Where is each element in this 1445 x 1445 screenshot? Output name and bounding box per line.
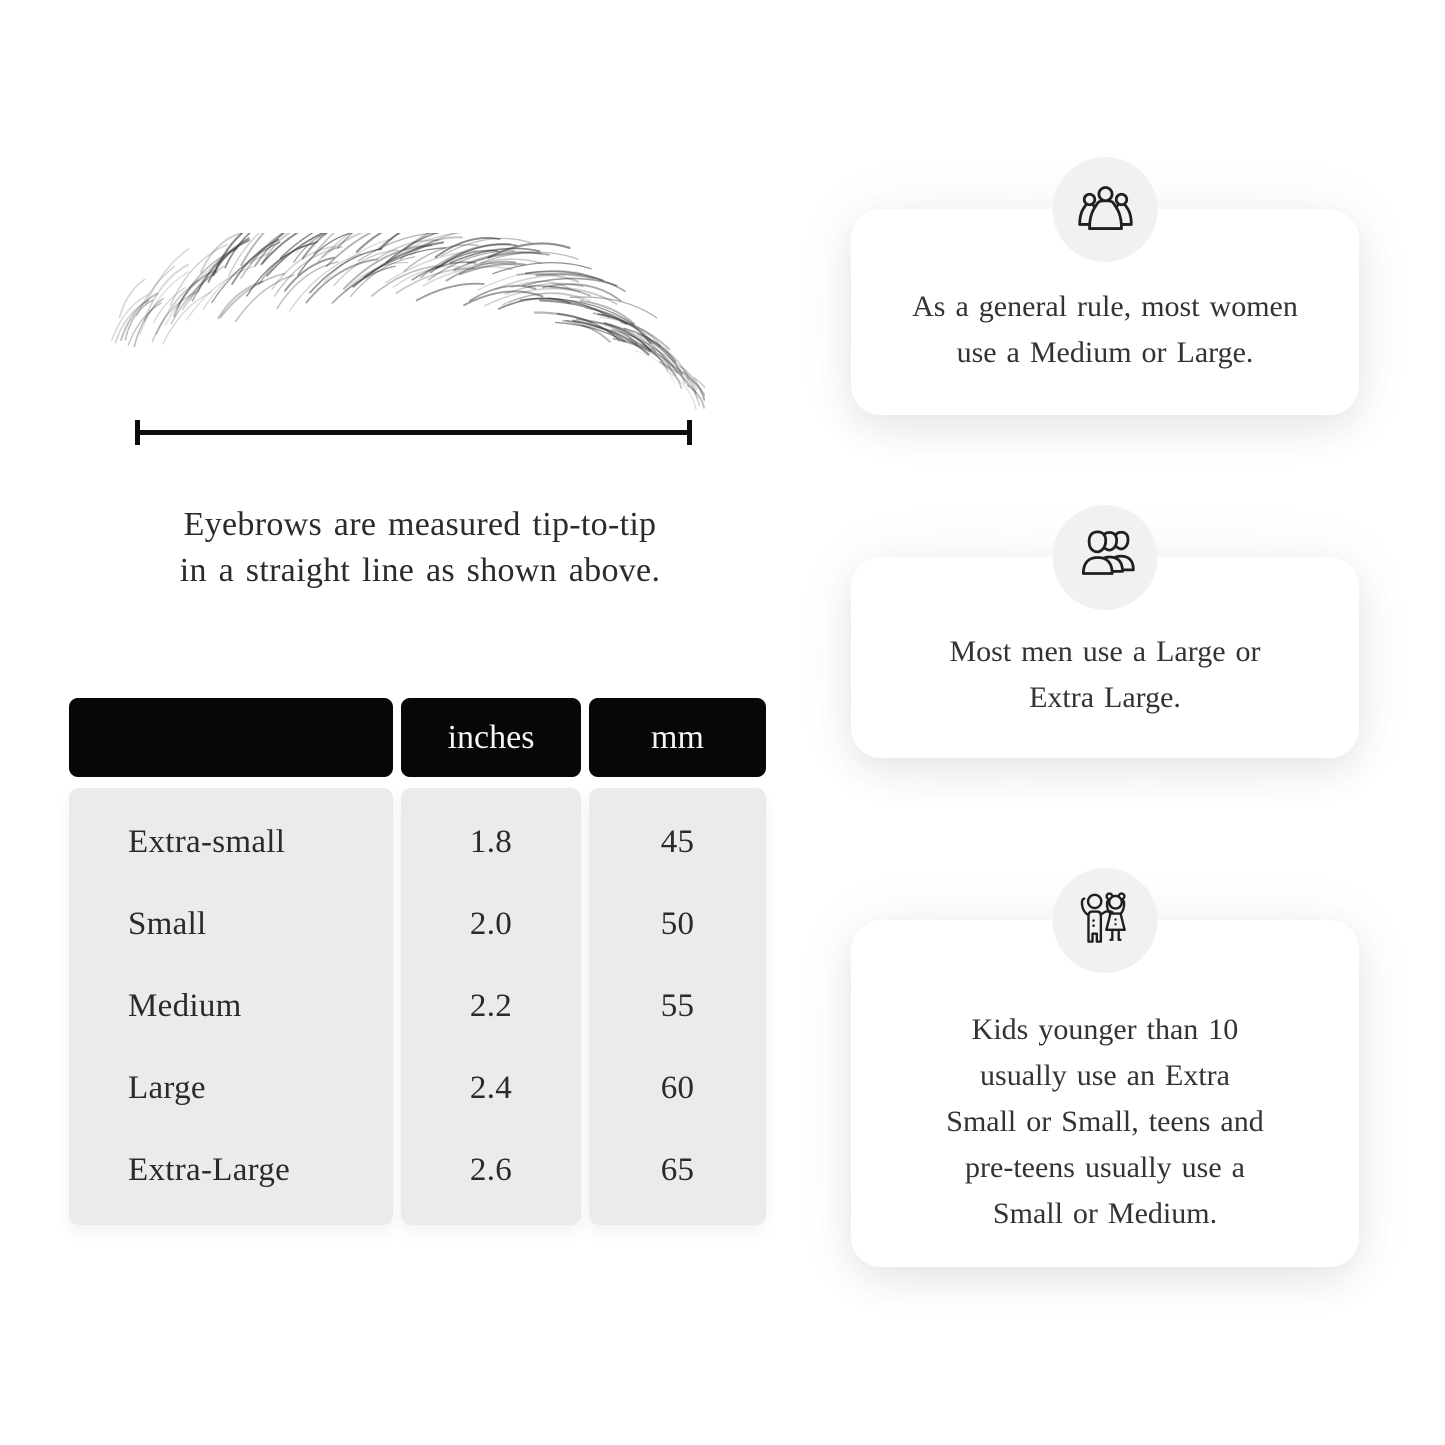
- measurement-endcap-right: [687, 420, 692, 445]
- table-cell-inches: 2.2: [469, 987, 513, 1024]
- card-text-line: Most men use a Large or: [949, 635, 1261, 668]
- table-cell-inches: 2.4: [469, 1069, 513, 1106]
- table-cell-mm: 45: [660, 824, 695, 861]
- size-table: [69, 698, 766, 1225]
- card-text-line: Small or Medium.: [992, 1196, 1218, 1230]
- table-row-label: Extra-small: [128, 824, 286, 861]
- table-row-label: Medium: [128, 987, 242, 1024]
- table-cell-inches: 1.8: [469, 824, 513, 861]
- table-cell-mm: 50: [660, 906, 695, 943]
- table-cell-mm: 60: [660, 1069, 695, 1106]
- measurement-endcap-left: [135, 420, 140, 445]
- kids-icon: [1072, 888, 1138, 954]
- info-card-kids: [851, 920, 1359, 1267]
- eyebrow-illustration: [105, 233, 705, 418]
- caption-line: in a straight line as shown above.: [179, 552, 661, 589]
- table-header-inches: inches: [401, 698, 581, 777]
- info-card-women: [851, 209, 1359, 415]
- table-column-mm: [589, 788, 766, 1225]
- table-column-inches: [401, 788, 581, 1225]
- card-text-line: usually use an Extra: [980, 1058, 1230, 1092]
- men-group-icon: [1072, 525, 1138, 591]
- table-header-mm: mm: [589, 698, 766, 777]
- table-column-labels: [69, 788, 393, 1225]
- icon-badge: [1053, 157, 1158, 262]
- info-card-men: [851, 557, 1359, 758]
- measurement-line: [137, 430, 690, 435]
- women-group-icon: [1072, 177, 1138, 243]
- caption-line: Eyebrows are measured tip-to-tip: [183, 506, 657, 543]
- card-text-line: Kids younger than 10: [971, 1012, 1239, 1046]
- icon-badge: [1053, 505, 1158, 610]
- card-text-line: pre-teens usually use a: [965, 1150, 1245, 1184]
- card-text-line: Small or Small, teens and: [946, 1104, 1264, 1138]
- measurement-caption: [70, 502, 770, 594]
- table-cell-inches: 2.6: [469, 1151, 513, 1188]
- table-cell-inches: 2.0: [469, 906, 513, 943]
- card-text-line: As a general rule, most women: [912, 289, 1298, 323]
- table-row-label: Large: [128, 1069, 206, 1106]
- card-text-line: Extra Large.: [1029, 681, 1181, 714]
- table-cell-mm: 55: [660, 987, 695, 1024]
- table-header-blank: [69, 698, 393, 777]
- card-text-line: use a Medium or Large.: [956, 335, 1254, 369]
- table-row-label: Extra-Large: [128, 1151, 291, 1188]
- icon-badge: [1053, 868, 1158, 973]
- table-row-label: Small: [128, 906, 207, 943]
- table-cell-mm: 65: [660, 1151, 695, 1188]
